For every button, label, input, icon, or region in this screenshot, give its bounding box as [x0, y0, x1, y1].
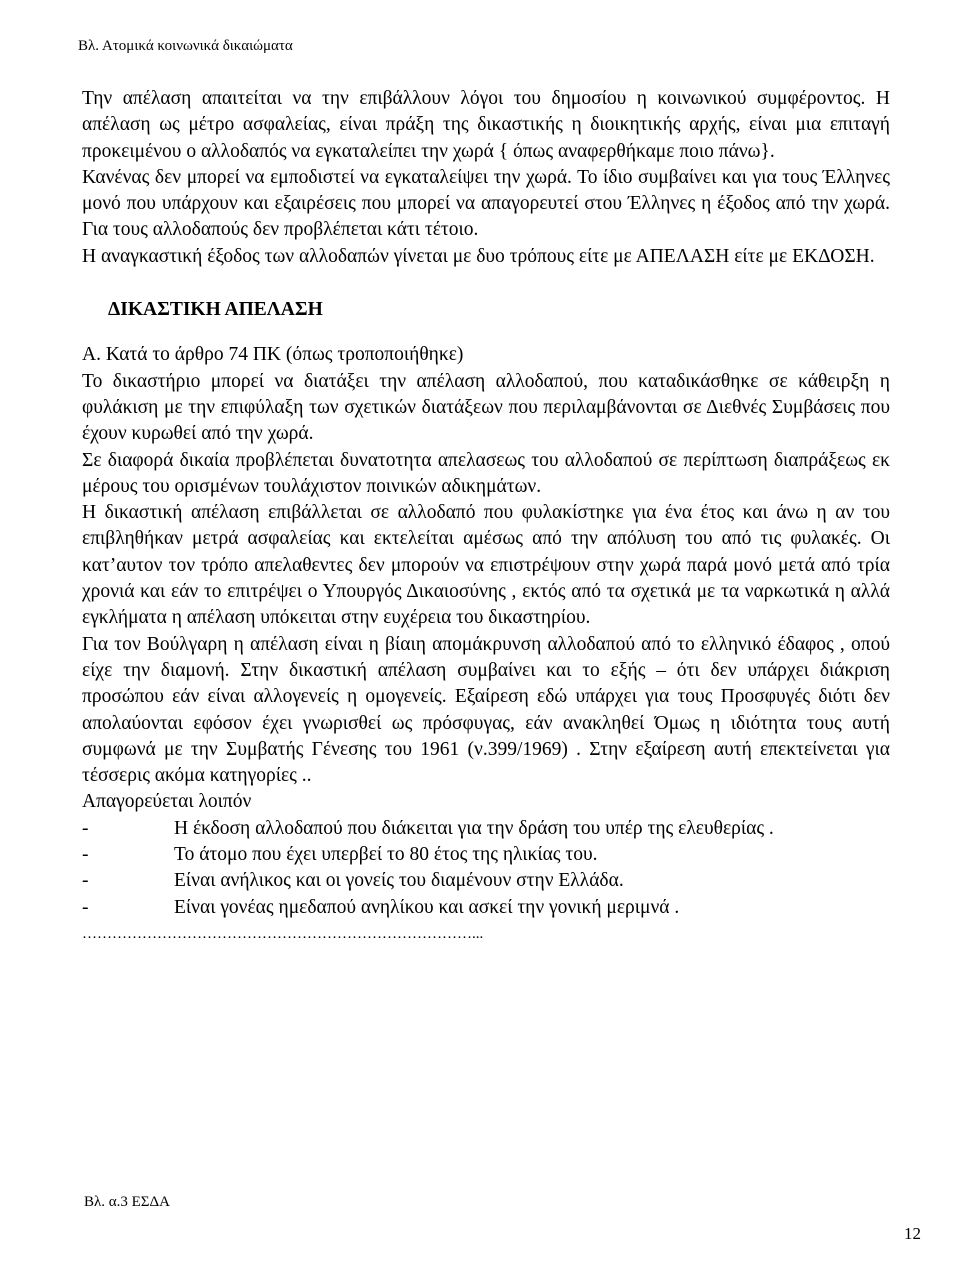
section-heading: ΔΙΚΑΣΤΙΚΗ ΑΠΕΛΑΣΗ	[108, 299, 323, 321]
list-item	[82, 868, 890, 894]
list-item	[82, 895, 890, 921]
list-dash: -	[82, 817, 89, 839]
document-body	[82, 86, 890, 943]
list-item	[82, 816, 890, 842]
list-dash: -	[82, 844, 89, 866]
paragraph-court-power: Το δικαστήριο μπορεί να διατάξει την απέλαση αλλοδαπού, που καταδικάσθηκε σε κάθειρξη η φυλάκιση με την επιφύλαξη των σχετικών διατάξεων που περιλαμβάνονται σε Διεθνές Συμβάσεις που έχουν κυρωθεί από την χωρά.	[82, 370, 890, 445]
paragraph-forced-exit: Η αναγκαστική έξοδος των αλλοδαπών γίνεται με δυο τρόπους είτε με ΑΠΕΛΑΣΗ είτε με ΕΚΔΟΣΗ.	[82, 245, 875, 267]
paragraph-voulgaris: Για τον Βούλγαρη η απέλαση είναι η βίαιη απομάκρυνση αλλοδαπού από το ελληνικό έδαφος , οπού είχε την διαμονή. Στην δικαστική απέλαση συμβαίνει και το εξής – ότι δεν υπάρχει διάκριση προσώπου εάν είναι αλλογενείς η ομογενείς. Εξαίρεση εδώ υπάρχει για τους Προσφυγές διότι δεν απολαύονται εφόσον έχει γνωρισθεί ως πρόσφυγας, εάν ανακληθεί Όμως η ιδιότητα τους αυτή συμφωνά με την Συμβατής Γένεσης του 1961 (ν.399/1969) . Στην εξαίρεση αυτή επεκτείνεται για τέσσερις ακόμα κατηγορίες ..	[82, 633, 890, 787]
footnote: Βλ. α.3 ΕΣΔΑ	[84, 1194, 171, 1210]
list-item-text: Είναι γονέας ημεδαπού ανηλίκου και ασκεί την γονική μεριμνά .	[174, 896, 680, 918]
paragraph-expulsion-grounds: Την απέλαση απαιτείται να την επιβάλλουν λόγοι του δημοσίου η κοινωνικού συμφέροντος. Η απέλαση ως μέτρο ασφαλείας, είναι πράξη της δικαστικής η διοικητικής αρχής, είναι μια επιταγή προκειμένου ο αλλοδαπός να εγκαταλείπει την χωρά { όπως αναφερθήκαμε ποιο πάνω}.	[82, 88, 890, 162]
paragraph-prohibited: Απαγορεύεται λοιπόν	[82, 791, 252, 813]
paragraph-right-to-leave: Κανένας δεν μπορεί να εμποδιστεί να εγκαταλείψει την χωρά. Το ίδιο συμβαίνει και για τους Έλληνες μονό που υπάρχουν και εξαιρέσεις που μπορεί να απαγορευτεί στου Έλληνες η έξοδος από την χωρά. Για τους αλλοδαπούς δεν προβλέπεται κάτι τέτοιο.	[82, 166, 890, 241]
list-item	[82, 842, 890, 868]
paragraph-article-74: Α. Κατά το άρθρο 74 ΠΚ (όπως τροποποιήθηκε)	[82, 344, 464, 366]
list-item-text: Η έκδοση αλλοδαπού που διάκειται για την δράση του υπέρ της ελευθερίας .	[174, 817, 774, 839]
dotted-separator: ……………………………………………………………………...	[82, 925, 484, 942]
paragraph-judicial-expulsion: Η δικαστική απέλαση επιβάλλεται σε αλλοδαπό που φυλακίστηκε για ένα έτος και άνω η αν του επιβληθήκαν μετρά ασφαλείας και εκτελείται αμέσως από την απόλυση του από τις φυλακές. Οι κατ’αυτον τον τρόπο απελαθεντες δεν μπορούν να επιστρέψουν στην χωρά παρά μονό μετά από τρία χρονιά και εάν το επιτρέψει ο Υπουργός Δικαιοσύνης , εκτός από τα σχετικά με τα ναρκωτικά η αλλά εγκλήματα η απέλαση υπόκειται στην ευχέρεια του δικαστηρίου.	[82, 502, 890, 629]
list-item-text: Είναι ανήλικος και οι γονείς του διαμένουν στην Ελλάδα.	[174, 870, 624, 892]
running-header: Βλ. Ατομικά κοινωνικά δικαιώματα	[78, 38, 293, 54]
page-number: 12	[904, 1224, 921, 1243]
list-dash: -	[82, 896, 89, 918]
list-dash: -	[82, 870, 89, 892]
list-item-text: Το άτομο που έχει υπερβεί το 80 έτος της ηλικίας του.	[174, 844, 598, 866]
paragraph-foreign-law: Σε διαφορά δικαία προβλέπεται δυνατοτητα απελασεως του αλλοδαπού σε περίπτωση διαπράξεως εκ μέρους του ορισμένων τουλάχιστον ποινικών αδικημάτων.	[82, 449, 890, 497]
